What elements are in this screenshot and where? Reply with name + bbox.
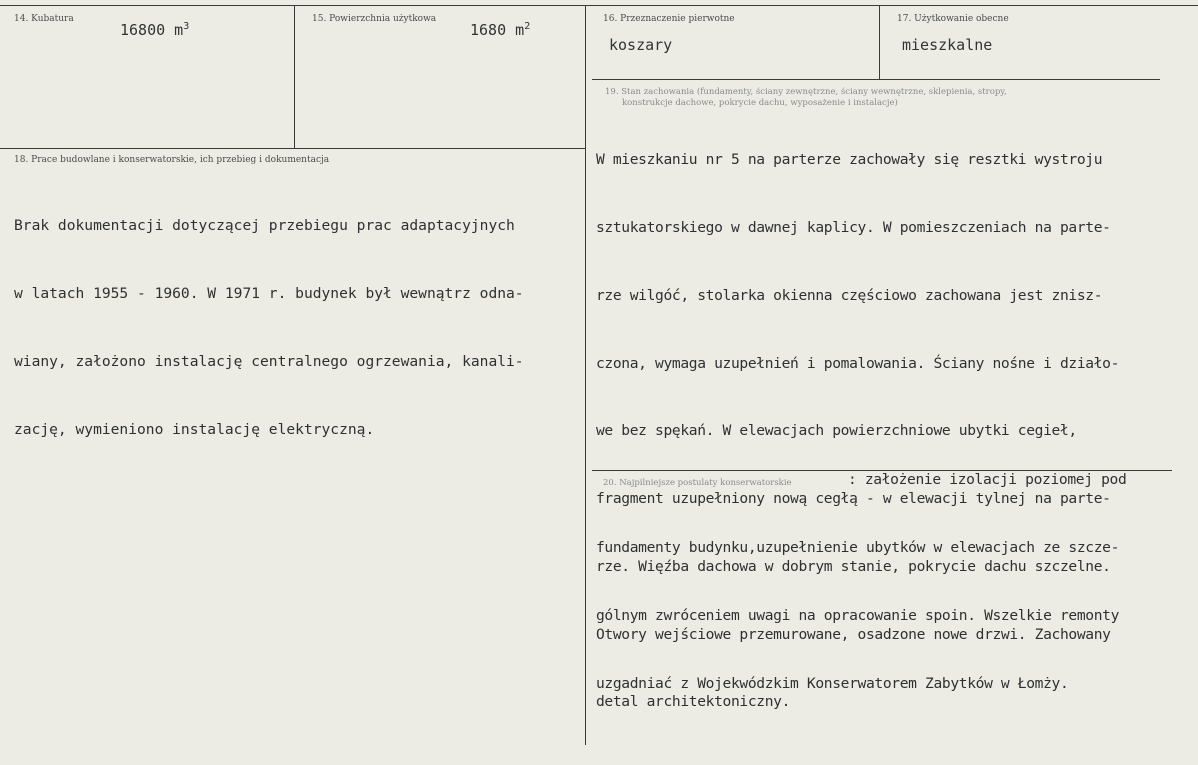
field-18-label: 18. Prace budowlane i konserwatorskie, ich przebieg i dokumentacja	[14, 155, 330, 165]
rule-h-above-19	[592, 79, 1160, 80]
field-19-label-line-1: 19. Stan zachowania (fundamenty, ściany zewnętrzne, ściany wewnętrzne, sklepienia, stropy,	[605, 87, 1007, 97]
field-18-line: zację, wymieniono instalację elektryczną.	[14, 420, 375, 438]
rule-h-above-18	[0, 148, 585, 149]
field-18-text	[14, 170, 580, 464]
field-14-label: 14. Kubatura	[14, 14, 74, 24]
field-19-line: Otwory wejściowe przemurowane, osadzone nowe drzwi. Zachowany	[596, 625, 1111, 643]
field-20-first-line: : założenie izolacji poziomej pod	[848, 471, 1127, 488]
field-20-line: fundamenty budynku,uzupełnienie ubytków w elewacjach ze szcze-	[596, 539, 1120, 557]
rule-v-left-right	[585, 5, 586, 745]
field-19-line: sztukatorskiego w dawnej kaplicy. W pomieszczeniach na parte-	[596, 218, 1111, 236]
field-15-unit-exponent: 2	[524, 21, 531, 32]
field-18-line: w latach 1955 - 1960. W 1971 r. budynek był wewnątrz odna-	[14, 284, 524, 302]
field-19-line: rze wilgóć, stolarka okienna częściowo zachowana jest znisz-	[596, 286, 1103, 304]
field-15-value	[470, 21, 530, 39]
field-19-line: czona, wymaga uzupełnień i pomalowania. Ściany nośne i działo-	[596, 354, 1120, 372]
field-19-label-line-2: konstrukcje dachowe, pokrycie dachu, wyposażenie i instalacje)	[622, 98, 898, 108]
field-19-line: rze. Więźba dachowa w dobrym stanie, pokrycie dachu szczelne.	[596, 557, 1111, 575]
field-18-line: wiany, założono instalację centralnego ogrzewania, kanali-	[14, 352, 524, 370]
rule-v-16-17	[879, 5, 880, 79]
field-16-value: koszary	[609, 36, 673, 54]
field-16-label: 16. Przeznaczenie pierwotne	[603, 14, 735, 24]
rule-v-14-15	[294, 5, 295, 148]
field-20-line: uzgadniać z Wojekwódzkim Konserwatorem Zabytków w Łomży.	[596, 674, 1069, 692]
field-20-line: gólnym zwróceniem uwagi na opracowanie spoin. Wszelkie remonty	[596, 606, 1120, 624]
field-19-line: W mieszkaniu nr 5 na parterze zachowały się resztki wystroju	[596, 151, 1103, 169]
field-15-label: 15. Powierzchnia użytkowa	[312, 14, 437, 24]
field-14-number: 16800 m	[120, 21, 184, 39]
field-20-text	[596, 492, 1196, 718]
field-15-number: 1680 m	[470, 21, 525, 39]
field-20-label: 20. Najpilniejsze postulaty konserwatorskie	[603, 478, 792, 488]
field-17-label: 17. Użytkowanie obecne	[897, 14, 1009, 24]
field-19-line: fragment uzupełniony nową cegłą - w elewacji tylnej na parte-	[596, 490, 1111, 508]
top-border	[0, 5, 1198, 6]
field-17-value: mieszkalne	[902, 36, 993, 54]
field-14-value	[120, 21, 189, 39]
field-19-line: detal architektoniczny.	[596, 693, 791, 711]
field-14-unit-exponent: 3	[183, 21, 190, 32]
field-19-line: we bez spękań. W elewacjach powierzchniowe ubytki cegieł,	[596, 422, 1077, 440]
field-18-line: Brak dokumentacji dotyczącej przebiegu prac adaptacyjnych	[14, 217, 515, 235]
